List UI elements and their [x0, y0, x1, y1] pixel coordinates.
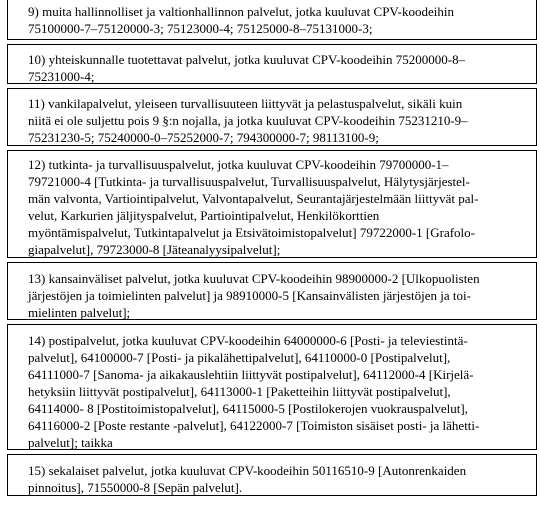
row-line: 15) sekalaiset palvelut, jotka kuuluvat CPV-koodeihin 50116510-9 [Autonrenkaiden [28, 463, 467, 478]
row-line: palvelut], 64100000-7 [Posti- ja pikalähettipalvelut], 64110000-0 [Postipalvelut], [28, 350, 451, 365]
row-line: 75231000-4; [28, 69, 95, 84]
row-line: 14) postipalvelut, jotka kuuluvat CPV-koodeihin 64000000-6 [Posti- ja televiestintä- [28, 333, 468, 348]
table-row [7, 0, 537, 40]
table-row [7, 44, 537, 84]
provisions-table [7, 0, 537, 500]
row-line: pinnoitus], 71550000-8 [Sepän palvelut]. [28, 480, 243, 495]
row-line: hetyksiin liittyvät postipalvelut], 64113000-1 [Paketteihin liittyvät postipalvelut], [28, 384, 451, 399]
table-row [7, 324, 537, 450]
row-line: giapalvelut], 79723000-8 [Jäteanalyysipalvelut]; [28, 242, 281, 257]
row-line: män valvonta, Vartiointipalvelut, Valvontapalvelut, Seurantajärjestelmään liittyvät pal- [28, 191, 479, 206]
row-line: 9) muita hallinnolliset ja valtionhallinnon palvelut, jotka kuuluvat CPV-koodeihin [28, 4, 454, 19]
row-line: järjestöjen ja toimielinten palvelut] ja 98910000-5 [Kansainvälisten järjestöjen ja toi- [28, 288, 471, 303]
row-line: 64111000-7 [Sanoma- ja aikakauslehtiin liittyvät postipalvelut], 64112000-4 [Kirjelä- [28, 367, 474, 382]
row-line: 79721000-4 [Tutkinta- ja turvallisuuspalvelut, Turvallisuuspalvelut, Hälytysjärjestel- [28, 174, 470, 189]
row-line: myöntämispalvelut, Tutkintapalvelut ja Etsivätoimistopalvelut] 79722000-1 [Grafolo- [28, 225, 475, 240]
table-row [7, 262, 537, 320]
row-line: velut, Karkurien jäljityspalvelut, Partiointipalvelut, Henkilökorttien [28, 208, 380, 223]
row-line: 75100000-7–75120000-3; 75123000-4; 75125000-8–75131000-3; [28, 21, 373, 36]
row-line: palvelut]; taikka [28, 435, 113, 450]
table-row [7, 88, 537, 146]
row-line: 75231230-5; 75240000-0–75252000-7; 794300000-7; 98113100-9; [28, 130, 379, 145]
table-row [7, 454, 537, 496]
row-line: 13) kansainväliset palvelut, jotka kuuluvat CPV-koodeihin 98900000-2 [Ulkopuolisten [28, 271, 480, 286]
row-line: 12) tutkinta- ja turvallisuuspalvelut, jotka kuuluvat CPV-koodeihin 79700000-1– [28, 157, 449, 172]
row-line: mielinten palvelut]; [28, 305, 131, 320]
row-line: 11) vankilapalvelut, yleiseen turvallisuuteen liittyvät ja pelastuspalvelut, sikäli kuin [28, 96, 463, 111]
row-line: 10) yhteiskunnalle tuotettavat palvelut, jotka kuuluvat CPV-koodeihin 75200000-8– [28, 52, 466, 67]
row-line: 64116000-2 [Poste restante -palvelut], 64122000-7 [Toimiston sisäiset posti- ja lähetti- [28, 418, 480, 433]
row-line: niitä ei ole suljettu pois 9 §:n nojalla, ja jotka kuuluvat CPV-koodeihin 75231210-9– [28, 113, 468, 128]
table-row [7, 150, 537, 258]
row-line: 64114000- 8 [Postitoimistopalvelut], 64115000-5 [Postilokerojen vuokrauspalvelut], [28, 401, 468, 416]
